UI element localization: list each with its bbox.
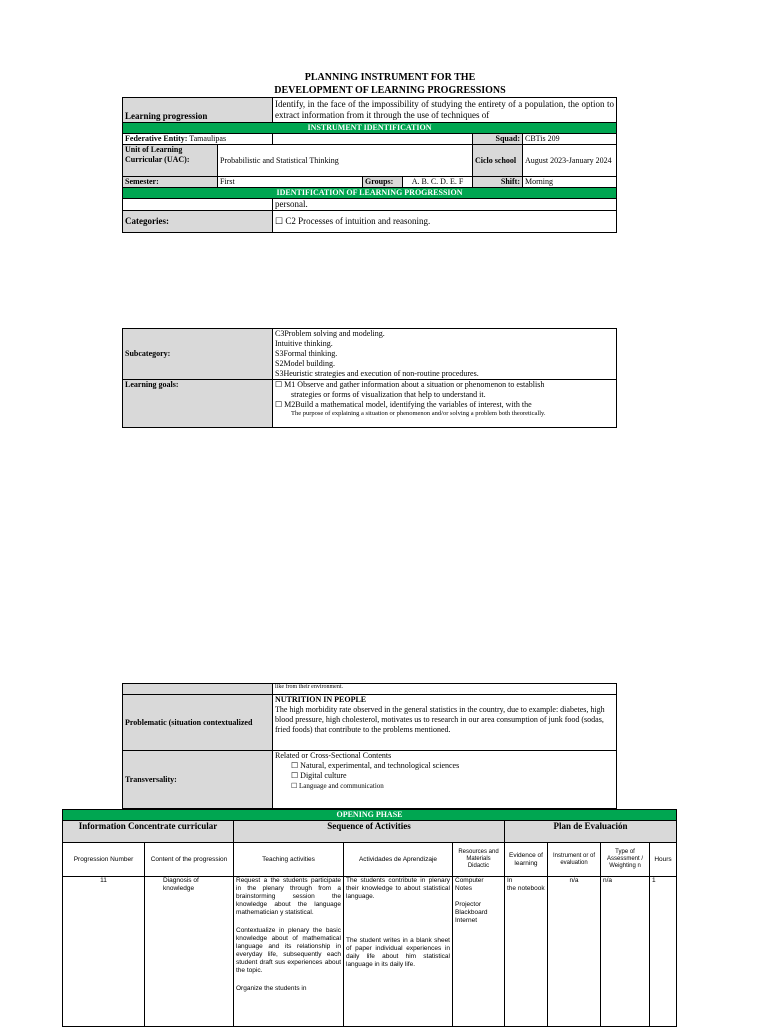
transversality-line: ☐ Natural, experimental, and technological sciences — [291, 761, 460, 770]
problematic-text: The high morbidity rate observed in the general statistics in the country, due to example: diabetes, high blood pressure, high cholesterol, motivates us to research in our area consumption of junk food (sodas, fried foods) that contribute to the problems mentioned. — [275, 705, 605, 734]
resource-item: Internet — [455, 917, 478, 924]
empty-cell — [123, 199, 273, 211]
learning-activities-header: Actividades de Aprendizaje — [344, 843, 453, 877]
resource-item: Blackboard — [455, 909, 488, 916]
evidence-line: In — [507, 877, 513, 884]
subcategory-label: Subcategory: — [123, 329, 273, 380]
problematic-title: NUTRITION IN PEOPLE — [275, 695, 367, 704]
progression-content: Diagnosis of knowledge — [145, 877, 234, 1027]
transversality-label: Transversality: — [123, 751, 273, 809]
transversality-line: ☐ Language and communication — [291, 782, 384, 790]
assessment-type-value: n/a — [601, 877, 650, 1027]
uac-value: Probabilistic and Statistical Thinking — [218, 145, 473, 177]
sequence-header: Sequence of Activities — [234, 821, 505, 843]
transversality-values — [273, 751, 617, 809]
progression-number: 11 — [63, 877, 145, 1027]
doc-title-line2: DEVELOPMENT OF LEARNING PROGRESSIONS — [274, 85, 506, 96]
identification-learning-progression-header: IDENTIFICATION OF LEARNING PROGRESSION — [123, 188, 617, 199]
shift-value: Morning — [523, 177, 617, 188]
semester-label: Semester: — [123, 177, 218, 188]
goal-m1: ☐ M1 Observe and gather information about a situation or phenomenon to establish — [275, 380, 545, 389]
content-header: Content of the progression — [145, 843, 234, 877]
subcategory-line: Intuitive thinking. — [275, 339, 333, 348]
subcategory-table — [122, 328, 617, 428]
environment-text: like from their environment. — [273, 684, 617, 695]
federative-entity-value: Tamaulipas — [189, 134, 227, 143]
evidence-header: Evidence of learning — [505, 843, 548, 877]
instrument-header: Instrument or of evaluation — [548, 843, 601, 877]
teaching-activity: Organize the students in — [236, 985, 307, 992]
squad-value: CBTis 209 — [523, 134, 617, 145]
empty-cell — [273, 134, 473, 145]
subcategory-values — [273, 329, 617, 380]
instrument-identification-header: INSTRUMENT IDENTIFICATION — [123, 123, 617, 134]
learning-activity: The students contribute in plenary their knowledge to about statistical language. — [346, 877, 450, 900]
goal-m1-cont: strategies or forms of visualization that help to understand it. — [291, 390, 486, 399]
opening-phase-header: OPENING PHASE — [63, 810, 677, 821]
personal-text: personal. — [273, 199, 617, 211]
progression-number-header: Progression Number — [63, 843, 145, 877]
empty-cell — [123, 684, 273, 695]
goal-m2-cont: The purpose of explaining a situation or phenomenon and/or solving a problem both theoretically. — [291, 410, 546, 417]
teaching-activities — [234, 877, 344, 1027]
federative-entity-cell — [123, 134, 273, 145]
resource-item: Projector — [455, 901, 482, 908]
cycle-label: Ciclo school — [473, 145, 523, 177]
problematic-table — [122, 683, 617, 809]
evidence-line: the notebook — [507, 885, 545, 892]
groups-value: A. B. C. D. E. F — [403, 177, 473, 188]
subcategory-line: C3Problem solving and modeling. — [275, 329, 385, 338]
federative-entity-label: Federative Entity: — [125, 134, 188, 143]
evaluation-plan-header: Plan de Evaluación — [505, 821, 677, 843]
goal-m2: ☐ M2Build a mathematical model, identifying the variables of interest, with the — [275, 400, 532, 409]
problematic-label: Problematic (situation contextualized — [123, 695, 273, 751]
subcategory-line: S3Formal thinking. — [275, 349, 338, 358]
instrument-table — [122, 97, 617, 233]
learning-progression-text: Identify, in the face of the impossibility of studying the entirety of a population, the option to extract information from it through the use of techniques of — [273, 98, 617, 123]
learning-goals-values — [273, 380, 617, 428]
resources-header: Resources and Materials Didactic — [453, 843, 505, 877]
hours-value: 1 — [650, 877, 677, 1027]
semester-value: First — [218, 177, 363, 188]
teaching-activity: Contextualize in plenary the basic knowledge about of mathematical language and its relationship in everyday life, subsequently each student draft sus experiences about the topic. — [236, 927, 341, 974]
assessment-type-header: Type of Assessment / Weighting n — [601, 843, 650, 877]
transversality-line: ☐ Digital culture — [291, 771, 347, 780]
opening-phase-table — [62, 809, 677, 1027]
subcategory-line: S3Heuristic strategies and execution of non-routine procedures. — [275, 369, 479, 378]
teaching-activity: Request a the students participate in the plenary through from a brainstorming session the knowledge about the language mathematician y statistical. — [236, 877, 341, 916]
info-concentrate-header: Information Concentrate curricular — [63, 821, 234, 843]
learning-goals-label: Learning goals: — [123, 380, 273, 428]
resources — [453, 877, 505, 1027]
categories-label: Categories: — [123, 211, 273, 233]
uac-label: Unit of Learning Curricular (UAC): — [123, 145, 218, 177]
subcategory-line: S2Model building. — [275, 359, 336, 368]
instrument-value: n/a — [548, 877, 601, 1027]
learning-activity: The student writes in a blank sheet of paper individual experiences in daily life about him statistical language in its daily life. — [346, 937, 450, 968]
categories-value: ☐ C2 Processes of intuition and reasoning. — [273, 211, 617, 233]
problematic-values — [273, 695, 617, 751]
shift-label: Shift: — [473, 177, 523, 188]
learning-progression-label: Learning progression — [123, 98, 273, 123]
hours-header: Hours — [650, 843, 677, 877]
squad-label: Squad: — [473, 134, 523, 145]
transversality-line: Related or Cross-Sectional Contents — [275, 751, 392, 760]
learning-activities — [344, 877, 453, 1027]
groups-label: Groups: — [363, 177, 403, 188]
cycle-value: August 2023-January 2024 — [523, 145, 617, 177]
resource-item: Computer Notes — [455, 877, 484, 892]
evidence — [505, 877, 548, 1027]
doc-title-line1: PLANNING INSTRUMENT FOR THE — [304, 72, 476, 83]
teaching-activities-header: Teaching activities — [234, 843, 344, 877]
